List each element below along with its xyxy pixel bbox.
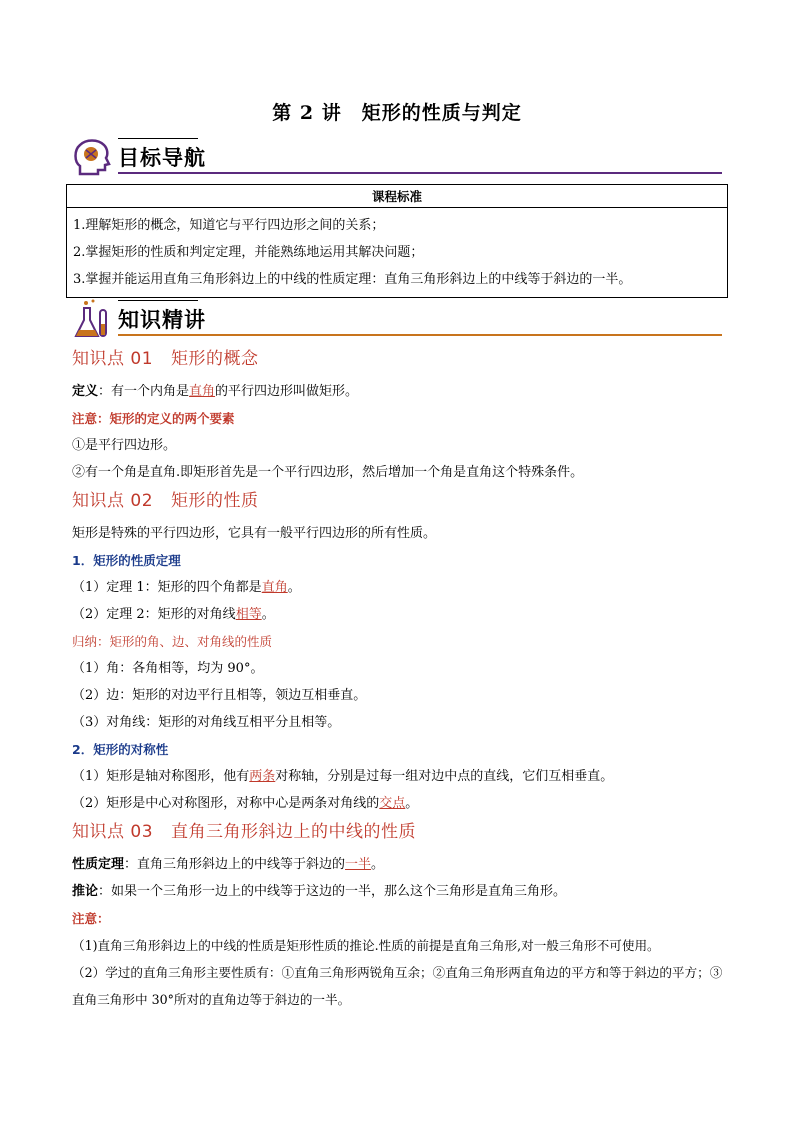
summary-item: （1）角：各角相等，均为 90°。 <box>72 661 264 676</box>
kp-title: 矩形的性质 <box>171 491 259 511</box>
theorem-label: 性质定理 <box>72 857 125 872</box>
summary-item: （2）边：矩形的对边平行且相等，领边互相垂直。 <box>72 688 367 703</box>
section-header-knowledge <box>70 298 722 338</box>
standard-item: 3.掌握并能运用直角三角形斜边上的中线的性质定理：直角三角形斜边上的中线等于斜边的一半。 <box>73 272 632 287</box>
symmetry-2 <box>72 790 724 817</box>
table-header: 课程标准 <box>67 185 728 208</box>
text: 。 <box>261 607 275 622</box>
page-title: 第 2 讲 矩形的性质与判定 <box>272 102 522 124</box>
main-content <box>72 344 724 1013</box>
text: 对称轴，分别是过每一组对边中点的直线，它们互相垂直。 <box>275 769 614 784</box>
text: （1）定理 1：矩形的四个角都是 <box>72 580 262 595</box>
subheading: 2．矩形的对称性 <box>72 742 169 757</box>
section-rule <box>118 334 722 336</box>
kp-number: 知识点 01 <box>72 349 154 369</box>
kp-title: 直角三角形斜边上的中线的性质 <box>171 822 417 842</box>
text: ：如果一个三角形一边上的中线等于这边的一半，那么这个三角形是直角三角形。 <box>98 884 567 899</box>
text: （2）矩形是中心对称图形，对称中心是两条对角线的 <box>72 796 380 811</box>
text: ：有一个内角是 <box>98 384 190 399</box>
standard-item: 2.掌握矩形的性质和判定定理，并能熟练地运用其解决问题； <box>73 245 424 260</box>
kp-number: 知识点 03 <box>72 822 154 842</box>
theorem <box>72 851 724 878</box>
text: 。 <box>405 796 419 811</box>
intro-text: 矩形是特殊的平行四边形，它具有一般平行四边形的所有性质。 <box>72 526 437 541</box>
text: （1）矩形是轴对称图形，他有 <box>72 769 250 784</box>
text: 。 <box>287 580 301 595</box>
section-header-goals <box>70 136 722 176</box>
corollary <box>72 878 724 905</box>
corollary-label: 推论 <box>72 884 99 899</box>
keyword: 两条 <box>249 769 276 784</box>
note-item: （1)直角三角形斜边上的中线的性质是矩形性质的推论.性质的前提是直角三角形,对一般三角形不可使用。 <box>72 938 660 953</box>
text: 。 <box>371 857 385 872</box>
section-top-line <box>118 138 198 139</box>
section-top-line <box>118 300 198 301</box>
text: 的平行四边形叫做矩形。 <box>215 384 359 399</box>
keyword: 交点 <box>379 796 406 811</box>
note-title: 注意： <box>72 911 110 926</box>
summary-item: （3）对角线：矩形的对角线互相平分且相等。 <box>72 715 341 730</box>
section-label: 目标导航 <box>118 146 206 170</box>
standard-item: 1.理解矩形的概念，知道它与平行四边形之间的关系； <box>73 218 385 233</box>
curriculum-standards-table <box>66 184 728 298</box>
knowledge-point-heading <box>72 817 724 851</box>
theorem-2 <box>72 601 724 628</box>
knowledge-point-heading <box>72 344 724 378</box>
note-item: ①是平行四边形。 <box>72 438 177 453</box>
theorem-1 <box>72 574 724 601</box>
flask-icon <box>70 298 114 340</box>
section-label: 知识精讲 <box>118 308 206 332</box>
section-rule <box>118 172 722 174</box>
subheading: 1．矩形的性质定理 <box>72 553 181 568</box>
head-brain-icon <box>70 136 114 178</box>
keyword: 一半 <box>345 857 372 872</box>
note-title: 注意：矩形的定义的两个要素 <box>72 411 235 426</box>
kp-number: 知识点 02 <box>72 491 154 511</box>
table-body <box>67 208 728 298</box>
symmetry-1 <box>72 763 724 790</box>
knowledge-point-heading <box>72 486 724 520</box>
def-label: 定义 <box>72 384 99 399</box>
text: （2）定理 2：矩形的对角线 <box>72 607 236 622</box>
definition <box>72 378 724 405</box>
keyword: 相等 <box>235 607 262 622</box>
summary-title: 归纳：矩形的角、边、对角线的性质 <box>72 634 273 649</box>
kp-title: 矩形的概念 <box>171 349 259 369</box>
keyword: 直角 <box>189 384 216 399</box>
note-item: ②有一个角是直角.即矩形首先是一个平行四边形，然后增加一个角是直角这个特殊条件。 <box>72 465 584 480</box>
note-item: （2）学过的直角三角形主要性质有：①直角三角形两锐角互余；②直角三角形两直角边的平方和等于斜边的平方；③直角三角形中 30°所对的直角边等于斜边的一半。 <box>72 965 723 1007</box>
text: ：直角三角形斜边上的中线等于斜边的 <box>124 857 346 872</box>
keyword: 直角 <box>261 580 288 595</box>
